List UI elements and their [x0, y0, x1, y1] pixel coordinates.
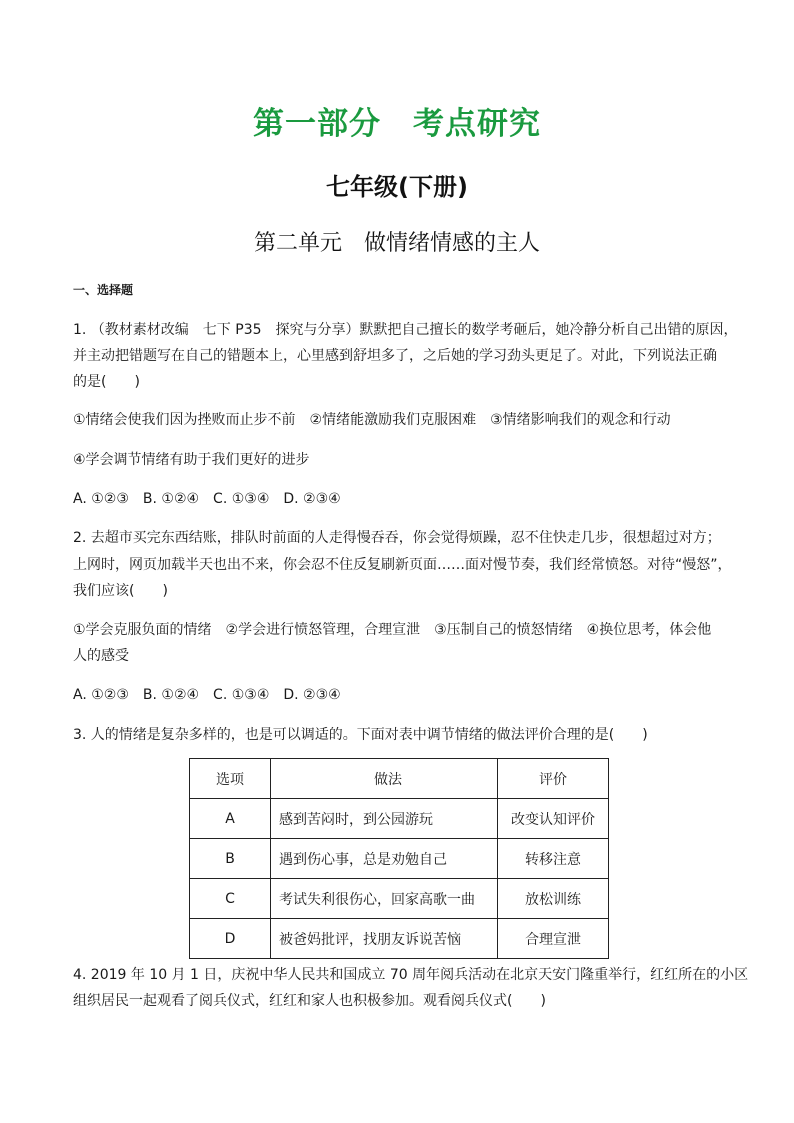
table-cell-method: 被爸妈批评，找朋友诉说苦恼 — [271, 919, 498, 959]
unit-title: 第二单元 做情绪情感的主人 — [253, 231, 540, 256]
table-header-evaluation: 评价 — [498, 759, 609, 799]
table-cell-option: A — [190, 799, 271, 839]
q1-options-line-1: ①情绪会使我们因为挫败而止步不前 ②情绪能激励我们克服困难 ③情绪影响我们的观念和行动 — [73, 412, 671, 428]
table-cell-option: D — [190, 919, 271, 959]
table-row — [190, 799, 609, 839]
q2-answer-choices: A. ①②③ B. ①②④ C. ①③④ D. ②③④ — [73, 687, 341, 703]
q4-stem-line-1: 4. 2019 年 10 月 1 日，庆祝中华人民共和国成立 70 周年阅兵活动在北京天安门隆重举行，红红所在的小区 — [73, 967, 749, 983]
table-cell-option: B — [190, 839, 271, 879]
q1-stem-line-3: 的是( ) — [73, 374, 140, 390]
table-cell-method: 感到苦闷时，到公园游玩 — [271, 799, 498, 839]
table-header-option: 选项 — [190, 759, 271, 799]
q1-stem-line-1: 1. （教材素材改编 七下 P35 探究与分享）默默把自己擅长的数学考砸后，她冷静分析自己出错的原因， — [73, 322, 738, 338]
table-cell-evaluation: 放松训练 — [498, 879, 609, 919]
table-row — [190, 919, 609, 959]
q2-options-line-1: ①学会克服负面的情绪 ②学会进行愤怒管理，合理宣泄 ③压制自己的愤怒情绪 ④换位思考，体会他 — [73, 622, 712, 638]
q2-stem-line-1: 2. 去超市买完东西结账，排队时前面的人走得慢吞吞，你会觉得烦躁，忍不住快走几步，很想超过对方； — [73, 530, 721, 546]
table-cell-method: 遇到伤心事，总是劝勉自己 — [271, 839, 498, 879]
q1-options-line-2: ④学会调节情绪有助于我们更好的进步 — [73, 452, 310, 468]
q3-stem-line-1: 3. 人的情绪是复杂多样的，也是可以调适的。下面对表中调节情绪的做法评价合理的是( ) — [73, 727, 648, 743]
table-cell-option: C — [190, 879, 271, 919]
q1-stem-line-2: 并主动把错题写在自己的错题本上，心里感到舒坦多了，之后她的学习劲头更足了。对此，下列说法正确 — [73, 348, 717, 364]
grade-title: 七年级(下册) — [326, 173, 468, 201]
q2-options-line-2: 人的感受 — [73, 648, 129, 664]
table-header-method: 做法 — [271, 759, 498, 799]
table-cell-evaluation: 转移注意 — [498, 839, 609, 879]
table-cell-evaluation: 合理宣泄 — [498, 919, 609, 959]
q4-stem-line-2: 组织居民一起观看了阅兵仪式，红红和家人也积极参加。观看阅兵仪式( ) — [73, 993, 546, 1009]
q2-stem-line-3: 我们应该( ) — [73, 583, 168, 599]
part-title: 第一部分 考点研究 — [253, 106, 541, 142]
table-cell-method: 考试失利很伤心，回家高歌一曲 — [271, 879, 498, 919]
table-row — [190, 839, 609, 879]
table-cell-evaluation: 改变认知评价 — [498, 799, 609, 839]
table-row — [190, 879, 609, 919]
q1-answer-choices: A. ①②③ B. ①②④ C. ①③④ D. ②③④ — [73, 491, 341, 507]
table-header-row — [190, 759, 609, 799]
section-heading: 一、选择题 — [73, 283, 134, 297]
q2-stem-line-2: 上网时，网页加载半天也出不来，你会忍不住反复刷新页面……面对慢节奏，我们经常愤怒。对待“慢怒”， — [73, 557, 732, 573]
evaluation-table — [189, 758, 609, 959]
